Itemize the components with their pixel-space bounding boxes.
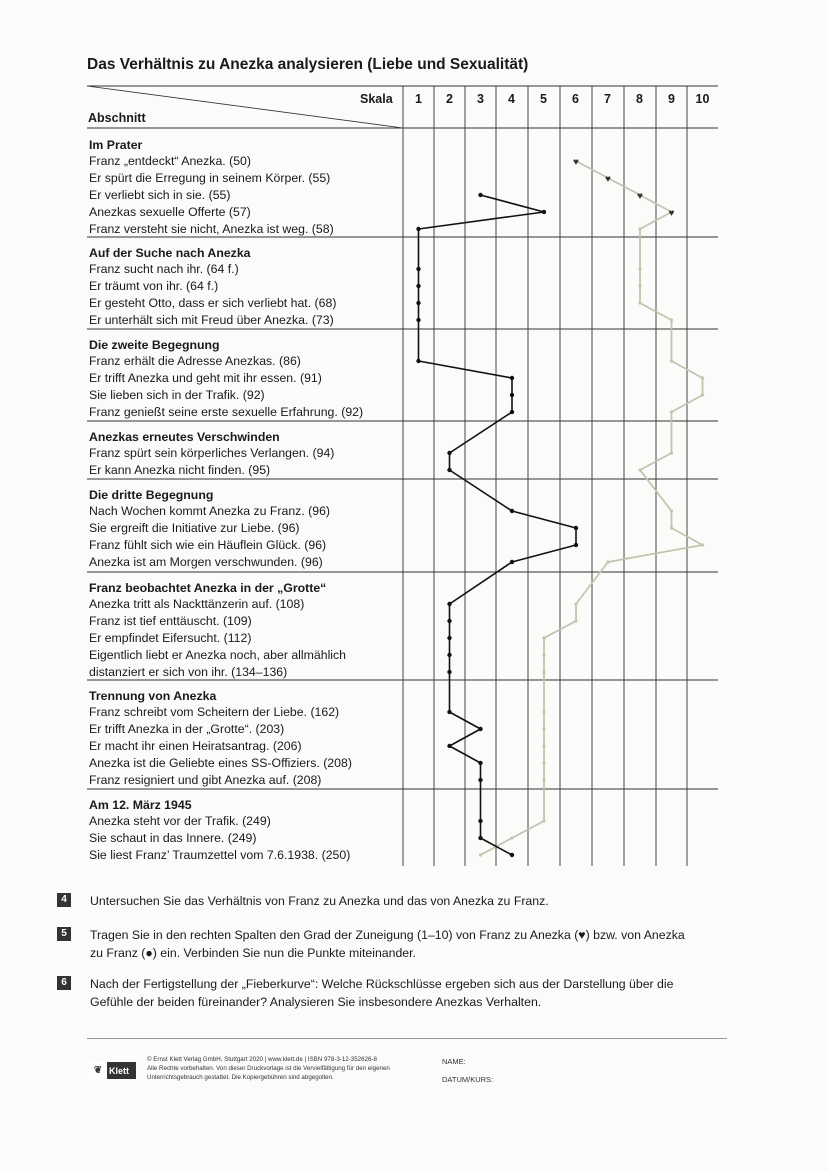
section-row: Er gesteht Otto, dass er sich verliebt hat. (68) xyxy=(89,296,337,310)
klett-logo xyxy=(89,1062,136,1079)
data-point xyxy=(479,853,482,856)
copyright-line: © Ernst Klett Verlag GmbH, Stuttgart 2020 | www.klett.de | ISBN 978-3-12-352626-8 xyxy=(147,1056,377,1063)
section-row: Franz versteht sie nicht, Anezka ist weg. (58) xyxy=(89,222,334,236)
section-row: Er spürt die Erregung in seinem Körper. (55) xyxy=(89,171,331,185)
klett-logo-icon: ❦ xyxy=(89,1062,107,1079)
section-row: Nach Wochen kommt Anezka zu Franz. (96) xyxy=(89,504,331,518)
section-row: Er verliebt sich in sie. (55) xyxy=(89,188,231,202)
section-row: Sie liest Franz’ Traumzettel vom 7.6.1938. (250) xyxy=(89,848,351,862)
data-point xyxy=(670,410,673,413)
data-point xyxy=(478,727,482,731)
data-point xyxy=(542,778,545,781)
data-point xyxy=(542,636,545,639)
data-point xyxy=(447,744,451,748)
task-text: Untersuchen Sie das Verhältnis von Franz zu Anezka und das von Anezka zu Franz. xyxy=(90,894,549,908)
section-row: Franz erhält die Adresse Anezkas. (86) xyxy=(89,354,301,368)
section-row: Er kann Anezka nicht finden. (95) xyxy=(89,463,271,477)
data-point xyxy=(574,526,578,530)
section-heading: Trennung von Anezka xyxy=(89,689,217,703)
series-line-anezka xyxy=(419,195,577,855)
scale-number-6: 6 xyxy=(572,92,579,106)
data-point xyxy=(510,509,514,513)
data-point xyxy=(638,468,641,471)
data-point xyxy=(542,819,545,822)
section-row: Sie schaut in das Innere. (249) xyxy=(89,831,257,845)
scale-number-3: 3 xyxy=(477,92,484,106)
data-point xyxy=(638,301,641,304)
section-heading: Franz beobachtet Anezka in der „Grotte“ xyxy=(89,581,327,595)
section-row: Eigentlich liebt er Anezka noch, aber allmählich xyxy=(89,648,347,662)
data-point xyxy=(416,267,420,271)
section-row: Franz spürt sein körperliches Verlangen. (94) xyxy=(89,446,335,460)
data-point xyxy=(670,359,673,362)
section-row: distanziert er sich von ihr. (134–136) xyxy=(89,665,288,679)
page-title: Das Verhältnis zu Anezka analysieren (Liebe und Sexualität) xyxy=(87,56,529,73)
footer-divider xyxy=(87,1038,727,1039)
scale-number-9: 9 xyxy=(668,92,675,106)
data-point xyxy=(416,301,420,305)
data-point xyxy=(510,836,513,839)
data-point xyxy=(606,560,609,563)
scale-number-7: 7 xyxy=(604,92,611,106)
data-point xyxy=(542,727,545,730)
task-number-badge: 5 xyxy=(57,927,71,941)
data-point xyxy=(574,619,577,622)
section-row: Sie ergreift die Initiative zur Liebe. (96) xyxy=(89,521,300,535)
data-point xyxy=(542,744,545,747)
header-diagonal xyxy=(87,86,403,128)
data-point xyxy=(447,451,451,455)
data-point xyxy=(542,761,545,764)
data-point xyxy=(510,376,514,380)
data-point xyxy=(447,619,451,623)
data-point xyxy=(447,468,451,472)
section-row: Er trifft Anezka in der „Grotte“. (203) xyxy=(89,722,285,736)
section-row: Franz resigniert und gibt Anezka auf. (208) xyxy=(89,773,322,787)
data-point xyxy=(478,193,482,197)
scale-number-5: 5 xyxy=(540,92,547,106)
data-point xyxy=(416,284,420,288)
rights-line: Alle Rechte vorbehalten. Von dieser Druckvorlage ist die Vervielfältigung für den eigenen Unterrichtsgebrauch gestattet. Die Kopiergebühren sind abgegolten. xyxy=(147,1065,390,1082)
heart-marker: ♥ xyxy=(573,157,579,168)
section-row: Franz sucht nach ihr. (64 f.) xyxy=(89,262,239,276)
section-row: Sie lieben sich in der Trafik. (92) xyxy=(89,388,265,402)
data-point xyxy=(574,602,577,605)
section-heading: Die zweite Begegnung xyxy=(89,338,220,352)
data-point xyxy=(638,267,641,270)
abschnitt-label: Abschnitt xyxy=(88,111,146,125)
data-point xyxy=(416,227,420,231)
heart-marker: ♥ xyxy=(668,208,675,219)
section-row: Franz schreibt vom Scheitern der Liebe. (162) xyxy=(89,705,340,719)
data-point xyxy=(670,526,673,529)
section-row: Franz fühlt sich wie ein Häuflein Glück. (96) xyxy=(89,538,327,552)
task-text: Tragen Sie in den rechten Spalten den Grad der Zuneigung (1–10) von Franz zu Anezka (♥) bzw. von Anezka zu Franz (●) ein. Verbinden Sie nun die Punkte miteinander. xyxy=(90,928,685,960)
data-point xyxy=(574,543,578,547)
section-heading: Am 12. März 1945 xyxy=(89,798,192,812)
data-point xyxy=(670,451,673,454)
section-row: Anezka ist am Morgen verschwunden. (96) xyxy=(89,555,323,569)
task-number-badge: 4 xyxy=(57,893,71,907)
scale-number-10: 10 xyxy=(695,92,710,106)
scale-number-4: 4 xyxy=(508,92,515,106)
data-point xyxy=(416,318,420,322)
data-point xyxy=(638,284,641,287)
data-point xyxy=(478,819,482,823)
data-point xyxy=(510,560,514,564)
scale-number-2: 2 xyxy=(446,92,453,106)
section-heading: Die dritte Begegnung xyxy=(89,488,214,502)
section-row: Er empfindet Eifersucht. (112) xyxy=(89,631,252,645)
data-point xyxy=(510,410,514,414)
data-point xyxy=(447,636,451,640)
data-point xyxy=(542,653,545,656)
data-point xyxy=(478,778,482,782)
data-point xyxy=(447,653,451,657)
heart-marker: ♥ xyxy=(637,191,643,202)
section-row: Er trifft Anezka und geht mit ihr essen. (91) xyxy=(89,371,322,385)
datum-field-label: DATUM/KURS: xyxy=(442,1075,494,1084)
section-row: Franz genießt seine erste sexuelle Erfahrung. (92) xyxy=(89,405,364,419)
section-row: Er träumt von ihr. (64 f.) xyxy=(89,279,219,293)
section-row: Anezka tritt als Nackttänzerin auf. (108) xyxy=(89,597,305,611)
data-point xyxy=(447,710,451,714)
data-point xyxy=(447,670,451,674)
task-text: Nach der Fertigstellung der „Fieberkurve“: Welche Rückschlüsse ergeben sich aus der Darstellung über die Gefühle der beiden füreinander? Analysieren Sie insbesondere Anezkas Verhalten. xyxy=(90,977,674,1009)
data-point xyxy=(542,670,545,673)
data-point xyxy=(478,836,482,840)
data-point xyxy=(416,359,420,363)
section-row: Anezka ist die Geliebte eines SS-Offiziers. (208) xyxy=(89,756,352,770)
data-point xyxy=(510,393,514,397)
data-point xyxy=(670,509,673,512)
section-heading: Auf der Suche nach Anezka xyxy=(89,246,251,260)
data-point xyxy=(542,710,545,713)
data-point xyxy=(542,210,546,214)
section-row: Anezkas sexuelle Offerte (57) xyxy=(89,205,251,219)
klett-logo-text: Klett xyxy=(109,1065,129,1076)
section-row: Franz ist tief enttäuscht. (109) xyxy=(89,614,252,628)
data-point xyxy=(510,853,514,857)
data-point xyxy=(701,376,704,379)
data-point xyxy=(638,227,641,230)
heart-marker: ♥ xyxy=(605,174,611,185)
section-row: Franz „entdeckt“ Anezka. (50) xyxy=(89,154,251,168)
data-point xyxy=(478,761,482,765)
data-point xyxy=(670,318,673,321)
data-point xyxy=(701,393,704,396)
data-point xyxy=(701,543,704,546)
section-heading: Im Prater xyxy=(89,138,143,152)
footer-copyright xyxy=(147,1055,427,1083)
scale-number-8: 8 xyxy=(636,92,643,106)
section-row: Anezka steht vor der Trafik. (249) xyxy=(89,814,271,828)
section-row: Er unterhält sich mit Freud über Anezka. (73) xyxy=(89,313,334,327)
scale-number-1: 1 xyxy=(415,92,422,106)
skala-label: Skala xyxy=(360,92,393,106)
data-point xyxy=(447,602,451,606)
task-number-badge: 6 xyxy=(57,976,71,990)
section-row: Er macht ihr einen Heiratsantrag. (206) xyxy=(89,739,302,753)
section-heading: Anezkas erneutes Verschwinden xyxy=(89,430,280,444)
series-line-franz xyxy=(481,161,703,855)
name-field-label: NAME: xyxy=(442,1057,466,1066)
